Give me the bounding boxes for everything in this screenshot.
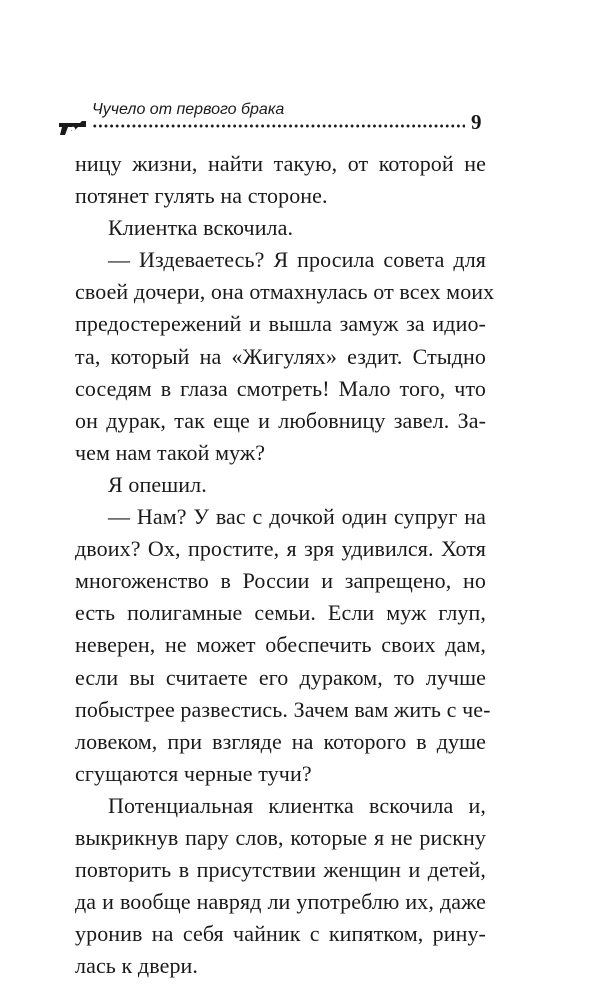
text-line: Я опешил. <box>108 471 207 497</box>
text-line: если вы считаете его дураком, то лучше <box>75 664 486 690</box>
text-line: повторить в присутствии женщин и детей, <box>75 857 486 883</box>
text-line: многоженство в России и запрещено, но <box>75 568 486 594</box>
text-line: неверен, не может обеспечить своих дам, <box>75 632 486 658</box>
text-line: сгущаются черные тучи? <box>75 760 312 786</box>
page-number: 9 <box>471 110 482 134</box>
page-header <box>0 0 605 140</box>
text-line: та, который на «Жигулях» ездит. Стыдно <box>75 343 486 369</box>
revolver-icon <box>58 119 88 137</box>
running-title: Чучело от первого брака <box>92 101 285 118</box>
text-line: своей дочери, она отмахнулась от всех моих <box>75 279 495 305</box>
text-line: чем нам такой муж? <box>75 439 266 465</box>
body-text <box>75 148 495 982</box>
text-line: — Нам? У вас с дочкой один супруг на <box>108 504 486 530</box>
text-line: лась к двери. <box>75 953 199 979</box>
text-line: ловеком, при взгляде на которого в душе <box>75 728 486 754</box>
text-line: он дурак, так еще и любовницу завел. За- <box>75 407 486 433</box>
text-line: потянет гулять на стороне. <box>75 183 328 209</box>
text-line: двоих? Ох, простите, я зря удивился. Хотя <box>75 536 486 562</box>
leader-dots <box>92 124 465 128</box>
text-line: выкрикнув пару слов, которые я не рискну <box>75 824 486 850</box>
text-line: ницу жизни, найти такую, от которой не <box>75 151 486 176</box>
text-line: побыстрее развестись. Зачем вам жить с че- <box>75 696 491 722</box>
text-line: — Издеваетесь? Я просила совета для <box>108 247 486 273</box>
text-line: уронив на себя чайник с кипятком, рину- <box>75 921 486 947</box>
text-line: Потенциальная клиентка вскочила и, <box>108 792 486 818</box>
text-line: Клиентка вскочила. <box>108 215 294 241</box>
text-line: да и вообще навряд ли употреблю их, даже <box>75 889 486 915</box>
text-line: есть полигамные семьи. Если муж глуп, <box>75 600 486 626</box>
text-line: предостережений и вышла замуж за идио- <box>75 311 486 337</box>
text-line: соседям в глаза смотреть! Мало того, что <box>75 375 486 401</box>
